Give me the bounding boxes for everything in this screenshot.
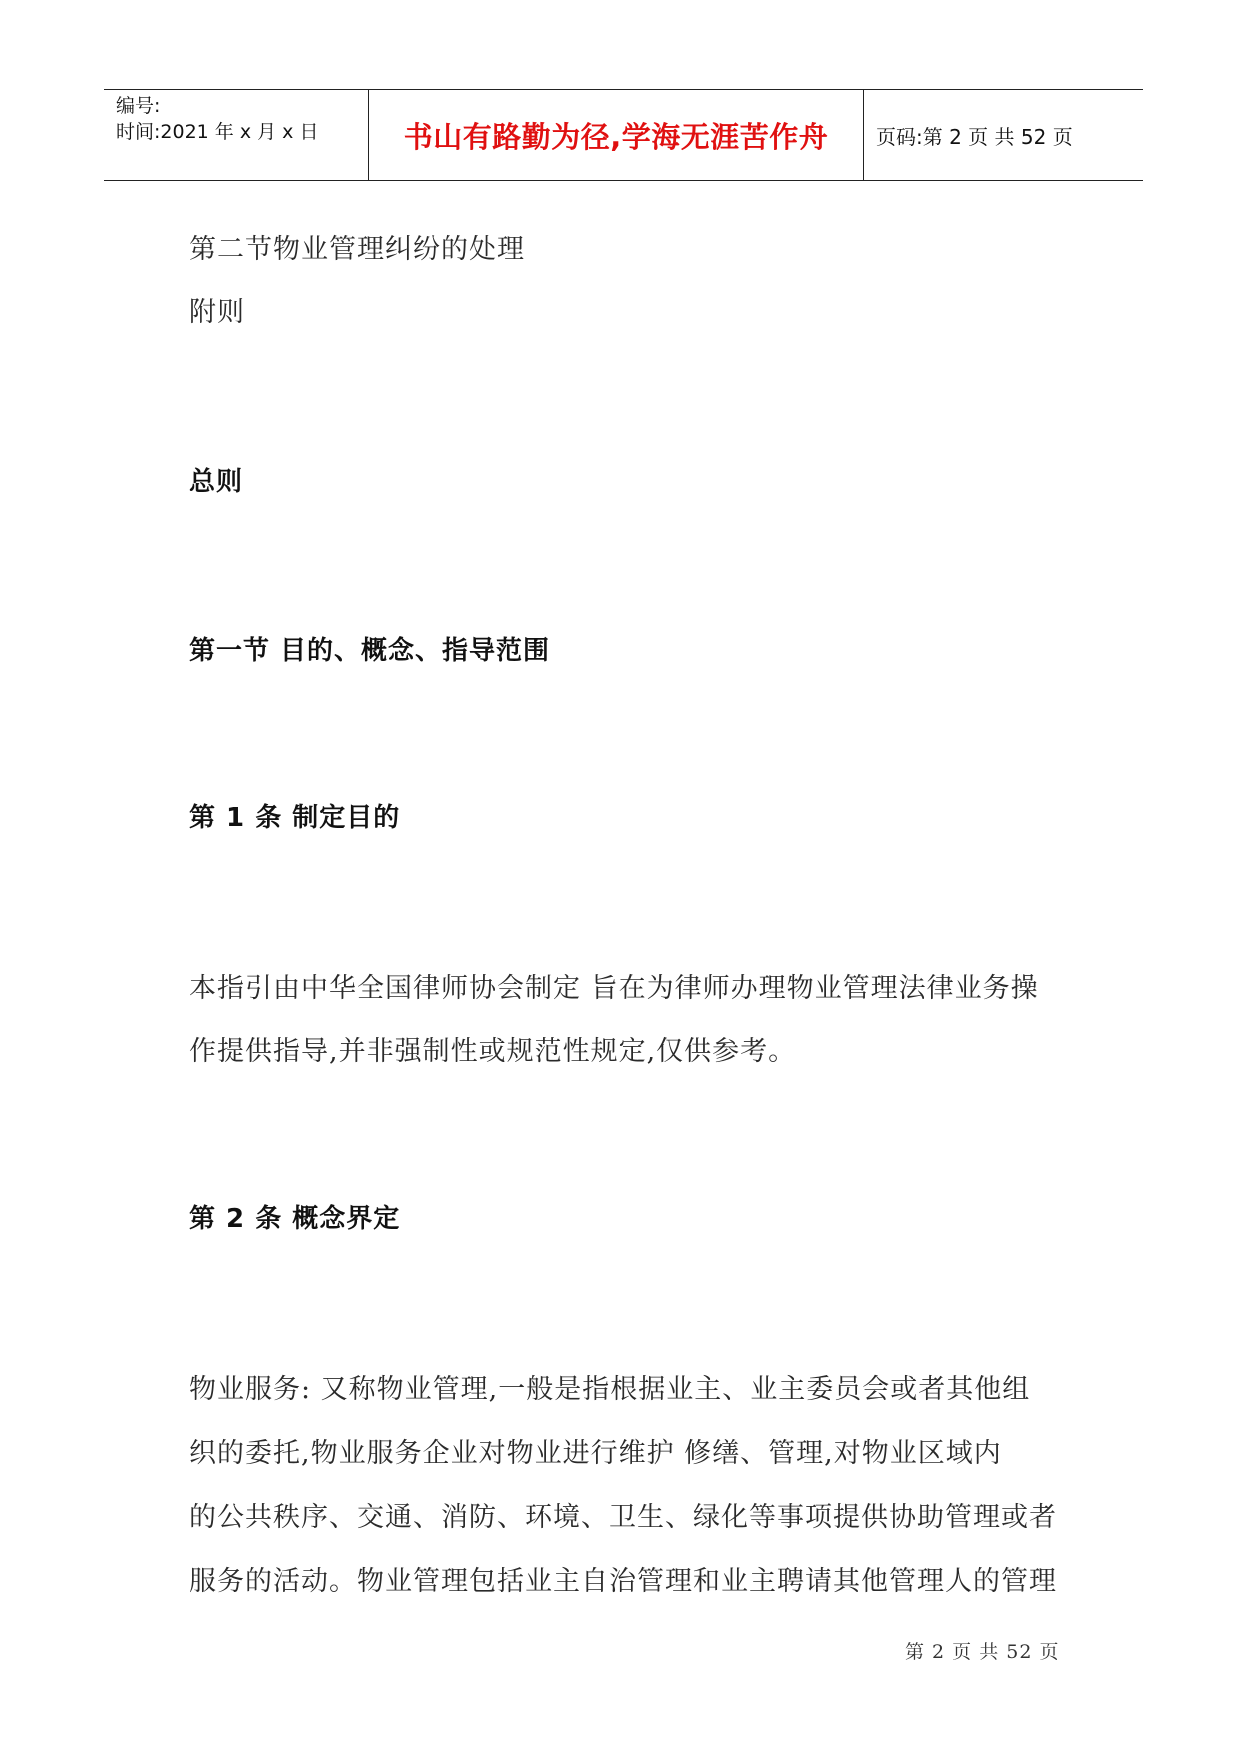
heading-general-provisions: 总则 xyxy=(189,467,244,497)
article-2-title: 第 2 条 概念界定 xyxy=(189,1204,401,1234)
footer-page-number: 第 2 页 共 52 页 xyxy=(905,1641,1060,1663)
header-page-number: 页码:第 2 页 共 52 页 xyxy=(876,124,1073,149)
heading-section-1: 第一节 目的、概念、指导范围 xyxy=(189,636,551,666)
article-2-paragraph-line: 服务的活动。物业管理包括业主自治管理和业主聘请其他管理人的管理 xyxy=(189,1566,1057,1597)
page-header xyxy=(104,89,1143,181)
time-label: 时间:2021 年 x 月 x 日 xyxy=(116,121,319,143)
article-1-paragraph-line: 本指引由中华全国律师协会制定 旨在为律师办理物业管理法律业务操 xyxy=(189,973,1039,1004)
header-meta-cell xyxy=(104,90,369,180)
article-2-paragraph-line: 织的委托,物业服务企业对物业进行维护 修缮、管理,对物业区域内 xyxy=(189,1438,1002,1469)
article-1-title: 第 1 条 制定目的 xyxy=(189,803,401,833)
article-1-paragraph-line: 作提供指导,并非强制性或规范性规定,仅供参考。 xyxy=(189,1036,797,1067)
header-motto-cell xyxy=(369,90,864,180)
serial-number-label: 编号: xyxy=(116,95,161,117)
motto-text: 书山有路勤为径,学海无涯苦作舟 xyxy=(403,119,829,154)
article-2-paragraph-line: 的公共秩序、交通、消防、环境、卫生、绿化等事项提供协助管理或者 xyxy=(189,1502,1057,1533)
header-page-cell xyxy=(864,90,1143,180)
toc-line-appendix: 附则 xyxy=(189,297,245,328)
article-2-paragraph-line: 物业服务: 又称物业管理,一般是指根据业主、业主委员会或者其他组 xyxy=(189,1374,1031,1405)
toc-line-section-2: 第二节物业管理纠纷的处理 xyxy=(189,234,525,265)
